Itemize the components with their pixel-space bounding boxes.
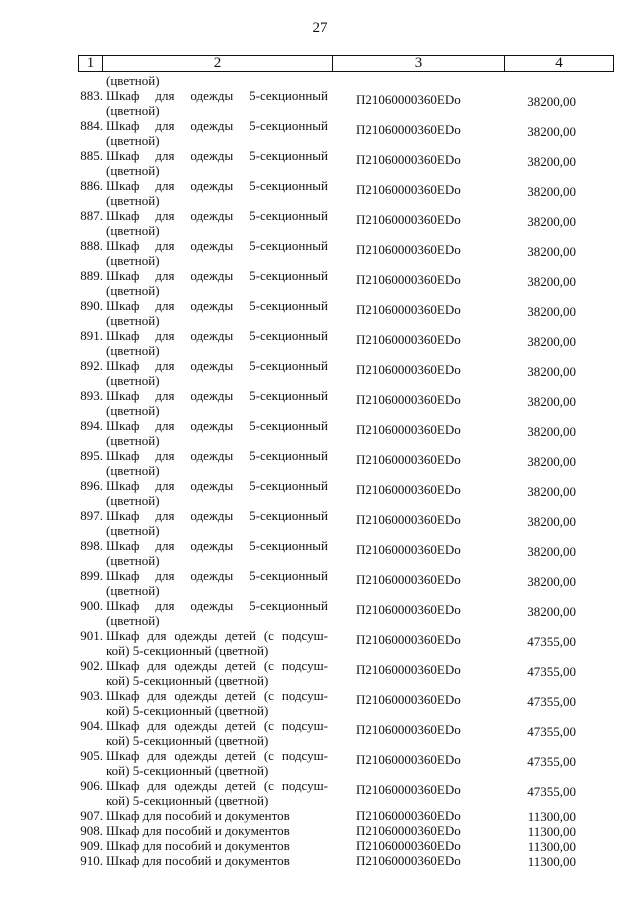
item-name — [106, 478, 328, 508]
row-number: 906. — [80, 778, 103, 793]
item-name-line1: Шкаф для одежды 5-секционный — [106, 148, 328, 163]
item-code: П21060000360EDo — [356, 662, 461, 677]
item-name-line2: (цветной) — [106, 163, 160, 178]
item-code: П21060000360EDo — [356, 482, 461, 497]
item-name-line1: Шкаф для одежды 5-секционный — [106, 208, 328, 223]
item-name-line2: (цветной) — [106, 133, 160, 148]
table-row — [0, 823, 640, 838]
item-name — [106, 808, 346, 823]
column-header-3: 3 — [333, 56, 505, 71]
item-name-line1: Шкаф для одежды 5-секционный — [106, 538, 328, 553]
item-name — [106, 238, 328, 268]
item-name-line2: (цветной) — [106, 613, 160, 628]
item-name-line2: кой) 5-секционный (цветной) — [106, 643, 269, 658]
item-price: 38200,00 — [527, 484, 576, 499]
item-name-line1: Шкаф для одежды 5-секционный — [106, 178, 328, 193]
table-row — [0, 853, 640, 868]
item-name-line1: Шкаф для одежды 5-секционный — [106, 388, 328, 403]
table-row — [0, 658, 640, 688]
item-name — [106, 823, 346, 838]
item-name — [106, 748, 328, 778]
item-name-line1: Шкаф для одежды 5-секционный — [106, 298, 328, 313]
item-code: П21060000360EDo — [356, 362, 461, 377]
item-code: П21060000360EDo — [356, 392, 461, 407]
item-name — [106, 208, 328, 238]
table-row — [0, 388, 640, 418]
item-price: 38200,00 — [527, 184, 576, 199]
item-code: П21060000360EDo — [356, 808, 461, 823]
item-code: П21060000360EDo — [356, 422, 461, 437]
item-name-line1: Шкаф для одежды 5-секционный — [106, 598, 328, 613]
item-code: П21060000360EDo — [356, 122, 461, 137]
item-price: 38200,00 — [527, 514, 576, 529]
item-name-line1: Шкаф для одежды 5-секционный — [106, 568, 328, 583]
row-number: 909. — [80, 838, 103, 853]
item-price: 38200,00 — [527, 214, 576, 229]
item-name-line2: кой) 5-секционный (цветной) — [106, 703, 269, 718]
item-code: П21060000360EDo — [356, 602, 461, 617]
item-name-line1: Шкаф для одежды детей (с подсуш- — [106, 688, 328, 703]
item-code: П21060000360EDo — [356, 152, 461, 167]
item-name-line1: Шкаф для одежды 5-секционный — [106, 448, 328, 463]
item-name — [106, 358, 328, 388]
item-name-line2: (цветной) — [106, 343, 160, 358]
item-name-line2: (цветной) — [106, 193, 160, 208]
item-name-line1: Шкаф для одежды детей (с подсуш- — [106, 628, 328, 643]
table-row — [0, 748, 640, 778]
row-number: 884. — [80, 118, 103, 133]
item-price: 38200,00 — [527, 274, 576, 289]
item-price: 11300,00 — [527, 824, 576, 839]
item-name — [106, 178, 328, 208]
item-price: 38200,00 — [527, 154, 576, 169]
item-name — [106, 118, 328, 148]
item-name-line1: Шкаф для одежды детей (с подсуш- — [106, 748, 328, 763]
item-price: 38200,00 — [527, 334, 576, 349]
item-name — [106, 838, 346, 853]
item-price: 47355,00 — [527, 634, 576, 649]
row-number: 891. — [80, 328, 103, 343]
item-price: 38200,00 — [527, 454, 576, 469]
item-price: 11300,00 — [527, 839, 576, 854]
item-code: П21060000360EDo — [356, 752, 461, 767]
row-number: 908. — [80, 823, 103, 838]
item-price: 38200,00 — [527, 604, 576, 619]
item-name-line2: (цветной) — [106, 283, 160, 298]
item-code: П21060000360EDo — [356, 542, 461, 557]
item-name-line1: Шкаф для одежды 5-секционный — [106, 358, 328, 373]
item-price: 11300,00 — [527, 854, 576, 869]
item-price: 47355,00 — [527, 754, 576, 769]
item-name-line1: Шкаф для одежды 5-секционный — [106, 118, 328, 133]
item-name — [106, 88, 328, 118]
item-name-line1: Шкаф для одежды детей (с подсуш- — [106, 658, 328, 673]
table-row — [0, 598, 640, 628]
row-number: 898. — [80, 538, 103, 553]
item-name — [106, 328, 328, 358]
item-code: П21060000360EDo — [356, 452, 461, 467]
table-row — [0, 298, 640, 328]
item-name-line1: Шкаф для пособий и документов — [106, 808, 290, 823]
item-name-line2: (цветной) — [106, 493, 160, 508]
column-header-2: 2 — [103, 56, 333, 71]
row-number: 900. — [80, 598, 103, 613]
row-number: 896. — [80, 478, 103, 493]
item-name-line1: Шкаф для одежды детей (с подсуш- — [106, 718, 328, 733]
table-row — [0, 538, 640, 568]
item-code: П21060000360EDo — [356, 572, 461, 587]
table-row — [0, 238, 640, 268]
row-number: 883. — [80, 88, 103, 103]
item-code: П21060000360EDo — [356, 512, 461, 527]
row-number: 901. — [80, 628, 103, 643]
item-code: П21060000360EDo — [356, 302, 461, 317]
item-code: П21060000360EDo — [356, 722, 461, 737]
item-name-line2: (цветной) — [106, 553, 160, 568]
item-price: 38200,00 — [527, 304, 576, 319]
table-row — [0, 118, 640, 148]
item-name — [106, 268, 328, 298]
item-code: П21060000360EDo — [356, 823, 461, 838]
row-number: 895. — [80, 448, 103, 463]
item-price: 11300,00 — [527, 809, 576, 824]
item-price: 38200,00 — [527, 574, 576, 589]
item-price: 38200,00 — [527, 124, 576, 139]
item-code: П21060000360EDo — [356, 853, 461, 868]
row-number: 903. — [80, 688, 103, 703]
item-code: П21060000360EDo — [356, 692, 461, 707]
item-name-line2: (цветной) — [106, 403, 160, 418]
item-price: 38200,00 — [527, 94, 576, 109]
item-name — [106, 538, 328, 568]
item-code: П21060000360EDo — [356, 212, 461, 227]
row-number: 885. — [80, 148, 103, 163]
item-name-line1: Шкаф для одежды 5-секционный — [106, 88, 328, 103]
table-row — [0, 838, 640, 853]
item-price: 47355,00 — [527, 724, 576, 739]
table-row — [0, 508, 640, 538]
item-name-line2: (цветной) — [106, 583, 160, 598]
row-number: 888. — [80, 238, 103, 253]
item-code: П21060000360EDo — [356, 92, 461, 107]
item-name-line1: Шкаф для одежды 5-секционный — [106, 418, 328, 433]
row-number: 890. — [80, 298, 103, 313]
item-name-line1: Шкаф для одежды детей (с подсуш- — [106, 778, 328, 793]
item-name — [106, 568, 328, 598]
item-name — [106, 388, 328, 418]
table-row — [0, 328, 640, 358]
item-name — [106, 718, 328, 748]
item-code: П21060000360EDo — [356, 332, 461, 347]
row-number: 894. — [80, 418, 103, 433]
item-name — [106, 148, 328, 178]
item-code: П21060000360EDo — [356, 838, 461, 853]
item-name — [106, 448, 328, 478]
row-number: 886. — [80, 178, 103, 193]
row-number: 904. — [80, 718, 103, 733]
item-name-line1: Шкаф для одежды 5-секционный — [106, 508, 328, 523]
table-row — [0, 148, 640, 178]
item-name-line2: (цветной) — [106, 373, 160, 388]
item-name-line2: кой) 5-секционный (цветной) — [106, 763, 269, 778]
item-price: 38200,00 — [527, 544, 576, 559]
item-name-line2: кой) 5-секционный (цветной) — [106, 673, 269, 688]
item-name-line2: (цветной) — [106, 103, 160, 118]
page-number: 27 — [312, 20, 328, 36]
item-code: П21060000360EDo — [356, 182, 461, 197]
table-row — [0, 688, 640, 718]
item-price: 38200,00 — [527, 244, 576, 259]
item-name-line1: Шкаф для одежды 5-секционный — [106, 328, 328, 343]
row-number: 889. — [80, 268, 103, 283]
item-name — [106, 298, 328, 328]
item-name-line2: (цветной) — [106, 523, 160, 538]
item-name-line2: (цветной) — [106, 223, 160, 238]
table-row — [0, 448, 640, 478]
table-row — [0, 208, 640, 238]
item-name-line1: Шкаф для одежды 5-секционный — [106, 238, 328, 253]
row-number: 899. — [80, 568, 103, 583]
row-number: 905. — [80, 748, 103, 763]
table-row — [0, 178, 640, 208]
item-name — [106, 508, 328, 538]
table-row — [0, 628, 640, 658]
item-name-line1: Шкаф для одежды 5-секционный — [106, 268, 328, 283]
column-header-4: 4 — [555, 55, 563, 71]
row-number: 897. — [80, 508, 103, 523]
item-name-line2: кой) 5-секционный (цветной) — [106, 733, 269, 748]
item-name — [106, 778, 328, 808]
row-number: 887. — [80, 208, 103, 223]
table-body — [0, 73, 640, 868]
table-header — [78, 55, 614, 72]
item-price: 47355,00 — [527, 664, 576, 679]
item-name-line2: (цветной) — [106, 253, 160, 268]
item-price: 47355,00 — [527, 784, 576, 799]
item-name-line2: (цветной) — [106, 433, 160, 448]
item-code: П21060000360EDo — [356, 632, 461, 647]
item-name-line2: (цветной) — [106, 313, 160, 328]
item-name-line1: Шкаф для пособий и документов — [106, 838, 290, 853]
item-code: П21060000360EDo — [356, 272, 461, 287]
row-number: 907. — [80, 808, 103, 823]
row-number: 893. — [80, 388, 103, 403]
item-code: П21060000360EDo — [356, 242, 461, 257]
table-row — [0, 478, 640, 508]
item-name-line1: Шкаф для пособий и документов — [106, 853, 290, 868]
table-row — [0, 808, 640, 823]
table-row — [0, 358, 640, 388]
item-name-line1: Шкаф для пособий и документов — [106, 823, 290, 838]
item-name — [106, 658, 328, 688]
table-row — [0, 568, 640, 598]
table-row — [0, 718, 640, 748]
row-number: 902. — [80, 658, 103, 673]
item-name-line1: Шкаф для одежды 5-секционный — [106, 478, 328, 493]
item-name-line2: (цветной) — [106, 463, 160, 478]
table-row — [0, 88, 640, 118]
item-name — [106, 598, 328, 628]
item-name — [106, 628, 328, 658]
continued-row-text: (цветной) — [106, 73, 160, 88]
item-price: 38200,00 — [527, 424, 576, 439]
table-row — [0, 418, 640, 448]
item-name-line2: кой) 5-секционный (цветной) — [106, 793, 269, 808]
table-row — [0, 268, 640, 298]
item-code: П21060000360EDo — [356, 782, 461, 797]
table-row — [0, 778, 640, 808]
item-name — [106, 688, 328, 718]
item-price: 38200,00 — [527, 364, 576, 379]
item-price: 47355,00 — [527, 694, 576, 709]
item-name — [106, 853, 346, 868]
item-price: 38200,00 — [527, 394, 576, 409]
row-number: 892. — [80, 358, 103, 373]
item-name — [106, 418, 328, 448]
row-number: 910. — [80, 853, 103, 868]
column-header-1: 1 — [79, 56, 103, 71]
